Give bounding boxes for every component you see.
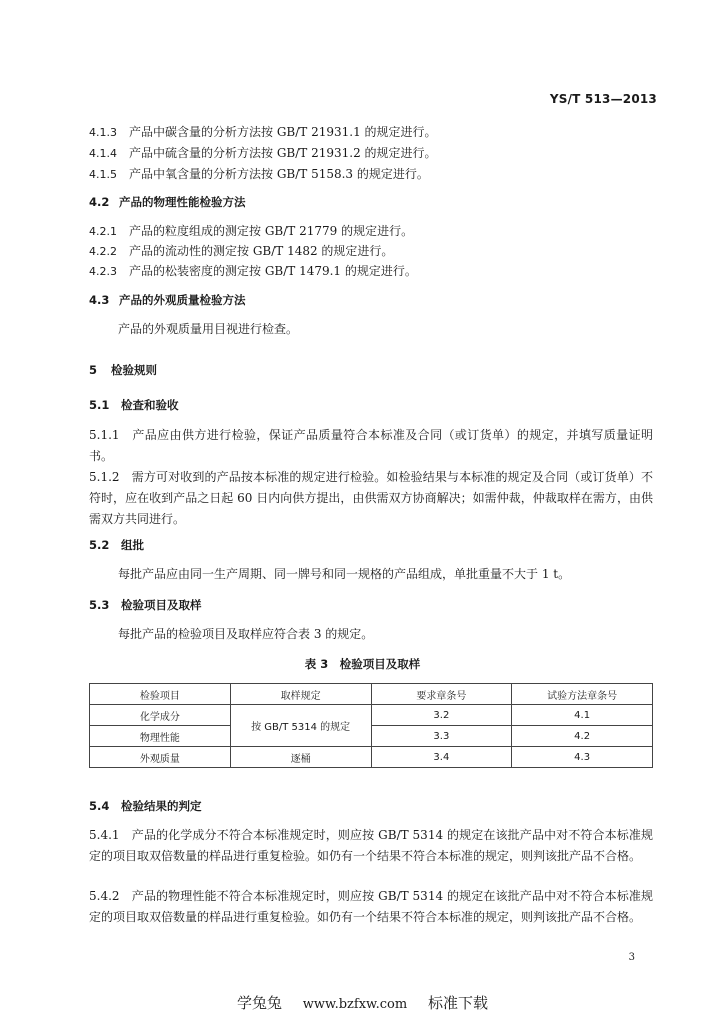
clause-4-2-3: 4.2.3 产品的松装密度的测定按 GB/T 1479.1 的规定进行。 xyxy=(89,264,417,278)
table-cell: 3.2 xyxy=(371,705,512,726)
col-header: 检验项目 xyxy=(90,684,231,705)
table-cell: 4.2 xyxy=(512,726,653,747)
table-cell: 3.3 xyxy=(371,726,512,747)
heading-4-3: 4.3 产品的外观质量检验方法 xyxy=(89,293,246,307)
standard-code-header: YS/T 513—2013 xyxy=(549,92,657,106)
table-cell: 4.3 xyxy=(512,747,653,768)
table-cell: 逐桶 xyxy=(230,747,371,768)
clause-4-1-3: 4.1.3 产品中碳含量的分析方法按 GB/T 21931.1 的规定进行。 xyxy=(89,125,437,139)
clause-4-1-5: 4.1.5 产品中氧含量的分析方法按 GB/T 5158.3 的规定进行。 xyxy=(89,167,429,181)
clause-5-4-1: 5.4.1 产品的化学成分不符合本标准规定时，则应按 GB/T 5314 的规定在该批产品中对不符合本标准规定的项目取双倍数量的样品进行重复检验。如仍有一个结果不符合本标准的规定，则判该批产品不合格。 xyxy=(89,828,653,863)
table-row xyxy=(90,747,653,768)
table-cell: 物理性能 xyxy=(90,726,231,747)
clause-4-1-4: 4.1.4 产品中硫含量的分析方法按 GB/T 21931.2 的规定进行。 xyxy=(89,146,437,160)
clause-5-3-text: 每批产品的检验项目及取样应符合表 3 的规定。 xyxy=(118,627,374,641)
table-cell: 4.1 xyxy=(512,705,653,726)
footer-tagline: 标准下载 xyxy=(428,994,489,1012)
col-header: 试验方法章条号 xyxy=(512,684,653,705)
table-cell: 按 GB/T 5314 的规定 xyxy=(230,705,371,747)
heading-5-3: 5.3 检验项目及取样 xyxy=(89,598,202,612)
footer-url-link[interactable]: www.bzfxw.com xyxy=(302,997,408,1012)
clause-4-2-2: 4.2.2 产品的流动性的测定按 GB/T 1482 的规定进行。 xyxy=(89,244,394,258)
clause-4-2-1: 4.2.1 产品的粒度组成的测定按 GB/T 21779 的规定进行。 xyxy=(89,224,414,238)
heading-5-2: 5.2 组批 xyxy=(89,538,144,552)
inspection-table xyxy=(89,683,653,768)
table-row xyxy=(90,705,653,726)
table-row xyxy=(90,726,653,747)
table-caption: 表 3 检验项目及取样 xyxy=(304,657,421,671)
footer-watermark xyxy=(0,992,725,1013)
table-header-row xyxy=(90,684,653,705)
footer-site-name: 学兔兔 xyxy=(236,994,282,1012)
heading-4-2: 4.2 产品的物理性能检验方法 xyxy=(89,195,246,209)
table-cell: 3.4 xyxy=(371,747,512,768)
heading-5-4: 5.4 检验结果的判定 xyxy=(89,799,202,813)
col-header: 要求章条号 xyxy=(371,684,512,705)
clause-5-4-2: 5.4.2 产品的物理性能不符合本标准规定时，则应按 GB/T 5314 的规定在该批产品中对不符合本标准规定的项目取双倍数量的样品进行重复检验。如仍有一个结果不符合本标准的规定，则判该批产品不合格。 xyxy=(89,889,653,924)
clause-4-3-text: 产品的外观质量用目视进行检查。 xyxy=(118,322,299,336)
table-cell: 化学成分 xyxy=(90,705,231,726)
clause-5-2-text: 每批产品应由同一生产周期、同一牌号和同一规格的产品组成，单批重量不大于 1 t。 xyxy=(118,567,571,581)
heading-5-1: 5.1 检查和验收 xyxy=(89,398,179,412)
col-header: 取样规定 xyxy=(230,684,371,705)
clause-5-1-2: 5.1.2 需方可对收到的产品按本标准的规定进行检验。如检验结果与本标准的规定及合同（或订货单）不符时，应在收到产品之日起 60 日内向供方提出，由供需双方协商解决；如需仲裁，仲裁取样在需方，由供需双方共同进行。 xyxy=(89,470,653,526)
table-cell: 外观质量 xyxy=(90,747,231,768)
clause-5-1-1: 5.1.1 产品应由供方进行检验，保证产品质量符合本标准及合同（或订货单）的规定，并填写质量证明书。 xyxy=(89,428,653,463)
page-number: 3 xyxy=(628,952,635,963)
heading-5: 5 检验规则 xyxy=(89,363,157,377)
